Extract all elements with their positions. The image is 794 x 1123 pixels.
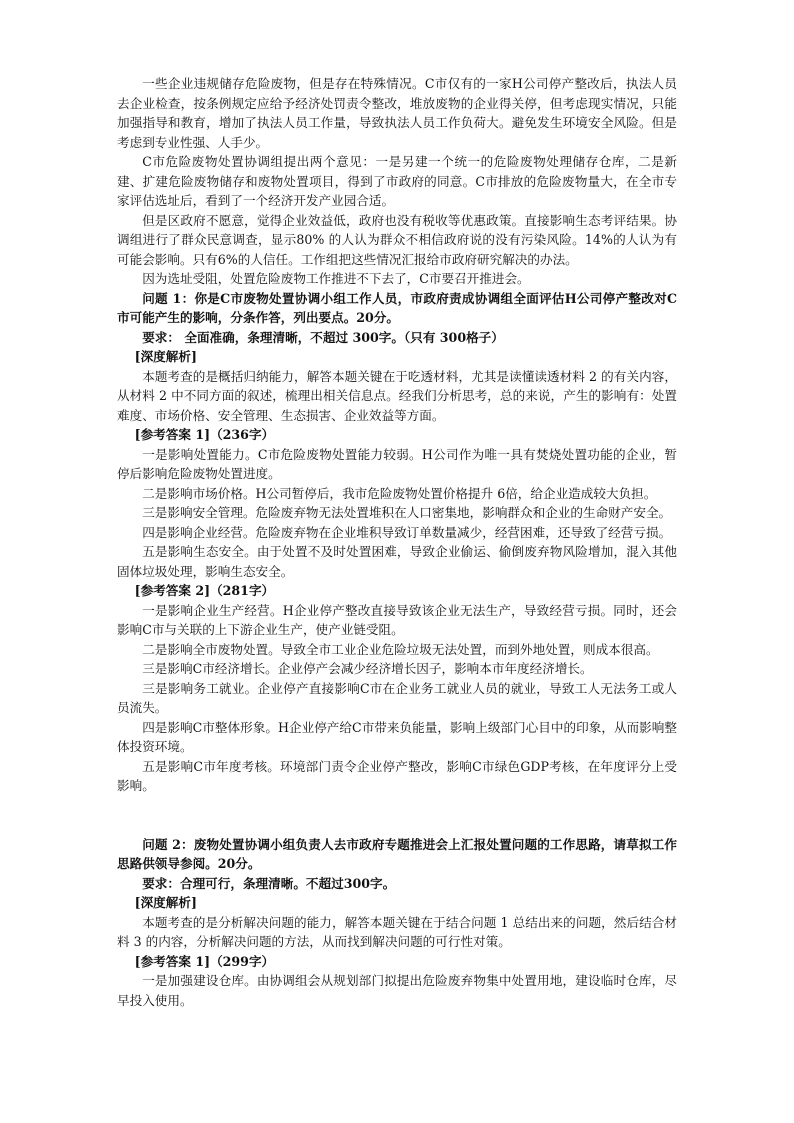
bold-paragraph: 要求：合理可行，条理清晰。不超过300字。: [142, 875, 396, 891]
document-body: [117, 74, 677, 1010]
paragraph: 三是影响安全管理。危险废弃物无法处置堆积在人口密集地，影响群众和企业的生命财产安全。: [142, 505, 672, 520]
paragraph: 一些企业违规储存危险废物，但是存在特殊情况。C市仅有的一家H公司停产整改后，执法人员去企业检查，按条例规定应给予经济处罚责令整改，堆放废物的企业得关停，但考虑现实情况，只能加强指导和教育，增加了执法人员工作量，导致执法人员工作负荷大。避免发生环境安全风险。但是考虑到专业性强、人手少。: [117, 76, 677, 150]
bold-paragraph: [参考答案 1]（236字）: [134, 427, 275, 442]
bold-paragraph: [深度解析]: [134, 349, 197, 364]
paragraph: 因为选址受阻，处置危险废物工作推进不下去了，C市要召开推进会。: [142, 271, 530, 286]
paragraph: 但是区政府不愿意，觉得企业效益低，政府也没有税收等优惠政策。直接影响生态考评结果。协调组进行了群众民意调查，显示80% 的人认为群众不相信政府说的没有污染风险。14%的人认为有可能会影响。只有6%的人信任。工作组把这些情况汇报给市政府研究解决的办法。: [117, 212, 677, 267]
paragraph: 一是影响企业生产经营。H企业停产整改直接导致该企业无法生产，导致经营亏损。同时，还会影响C市与关联的上下游企业生产，使产业链受阻。: [117, 602, 677, 637]
paragraph: 一是加强建设仓库。由协调组会从规划部门拟提出危险废弃物集中处置用地，建设临时仓库，尽早投入使用。: [117, 973, 677, 1008]
bold-paragraph: 要求： 全面准确，条理清晰，不超过 300字。（只有 300格子）: [142, 329, 504, 345]
bold-paragraph: [深度解析]: [134, 895, 197, 910]
paragraph: C市危险废物处置协调组提出两个意见：一是另建一个统一的危险废物处理储存仓库，二是新建、扩建危险废物储存和废物处置项目，得到了市政府的同意。C市排放的危险废物量大，在全市专家评估选址后，看到了一个经济开发产业园合适。: [117, 154, 677, 208]
paragraph: 二是影响全市废物处置。导致全市工业企业危险垃圾无法处置，而到外地处置，则成本很高。: [142, 641, 659, 657]
bold-paragraph: [参考答案 1]（299字）: [134, 953, 275, 969]
paragraph: 三是影响C市经济增长。企业停产会减少经济增长因子，影响本市年度经济增长。: [142, 661, 593, 676]
paragraph: 四是影响C市整体形象。H企业停产给C市带来负能量，影响上级部门心目中的印象，从而影响整体投资环境。: [117, 719, 677, 754]
paragraph: 五是影响生态安全。由于处置不及时处置困难，导致企业偷运、偷倒废弃物风险增加，混入其他固体垃圾处理，影响生态安全。: [117, 544, 677, 579]
paragraph: 二是影响市场价格。H公司暂停后，我市危险废物处置价格提升 6倍，给企业造成较大负担。: [142, 485, 657, 501]
paragraph: 本题考查的是概括归纳能力，解答本题关键在于吃透材料，尤其是读懂读透材料 2 的有关内容，从材料 2 中不同方面的叙述，梳理出相关信息点。经我们分析思考，总的来说，产生的影响有：处置难度、市场价格、安全管理、生态损害、企业效益等方面。: [117, 368, 677, 423]
paragraph: 一是影响处置能力。C市危险废物处置能力较弱。H公司作为唯一具有焚烧处置功能的企业，暂停后影响危险废物处置进度。: [117, 446, 677, 481]
bold-paragraph: 问题 2：废物处置协调小组负责人去市政府专题推进会上汇报处置问题的工作思路，请草拟工作思路供领导参阅。20分。: [117, 836, 677, 871]
paragraph: 三是影响务工就业。企业停产直接影响C市在企业务工就业人员的就业，导致工人无法务工或人员流失。: [117, 680, 677, 715]
paragraph: 本题考查的是分析解决问题的能力，解答本题关键在于结合问题 1 总结出来的问题，然后结合材料 3 的内容，分析解决问题的方法，从而找到解决问题的可行性对策。: [117, 914, 677, 949]
bold-paragraph: 问题 1：你是C市废物处置协调小组工作人员，市政府责成协调组全面评估H公司停产整改对C市可能产生的影响，分条作答，列出要点。20分。: [117, 290, 677, 325]
spacer: [117, 796, 677, 835]
bold-paragraph: [参考答案 2]（281字）: [134, 583, 275, 598]
paragraph: 五是影响C市年度考核。环境部门责令企业停产整改，影响C市绿色GDP考核，在年度评分上受影响。: [117, 758, 677, 793]
paragraph: 四是影响企业经营。危险废弃物在企业堆积导致订单数量减少，经营困难，还导致了经营亏损。: [142, 524, 672, 540]
